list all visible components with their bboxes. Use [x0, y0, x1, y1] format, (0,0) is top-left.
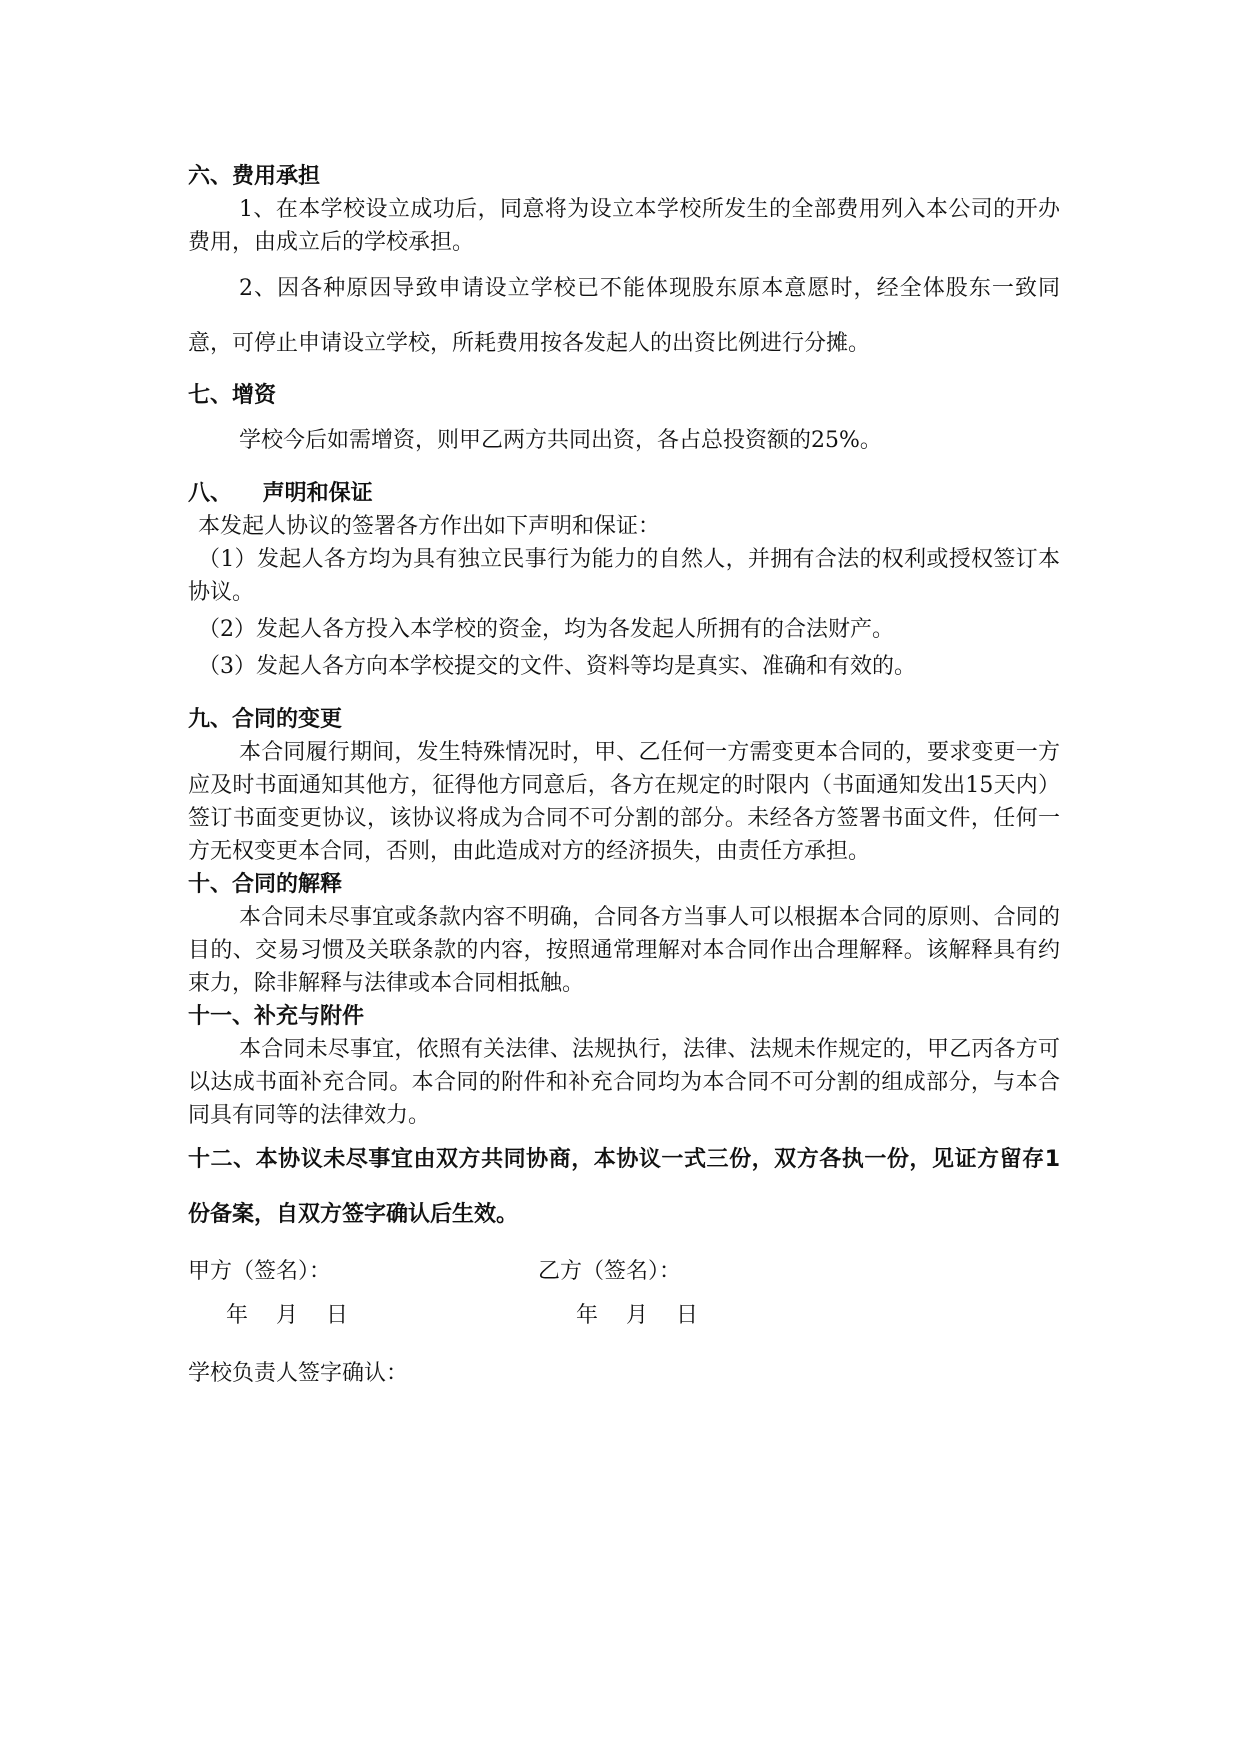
section-7-paragraph-1: 学校今后如需增资，则甲乙两方共同出资，各占总投资额的25%。: [239, 428, 882, 453]
section-6-paragraph-1: 1、在本学校设立成功后，同意将为设立本学校所发生的全部费用列入本公司的开办费用，由成立后的学校承担。: [188, 197, 1060, 255]
section-10-paragraph-1: 本合同未尽事宜或条款内容不明确，合同各方当事人可以根据本合同的原则、合同的目的、交易习惯及关联条款的内容，按照通常理解对本合同作出合理解释。该解释具有约束力，除非解释与法律或本合同相抵触。: [188, 905, 1060, 996]
section-8-item-3: （3）发起人各方向本学校提交的文件、资料等均是真实、准确和有效的。: [198, 654, 916, 679]
section-8-intro: 本发起人协议的签署各方作出如下声明和保证：: [198, 514, 661, 539]
section-8-item-2: （2）发起人各方投入本学校的资金，均为各发起人所拥有的合法财产。: [198, 617, 894, 642]
principal-confirmation-label: 学校负责人签字确认：: [188, 1361, 409, 1386]
section-9-paragraph-1: 本合同履行期间，发生特殊情况时，甲、乙任何一方需变更本合同的，要求变更一方应及时书面通知其他方，征得他方同意后，各方在规定的时限内（书面通知发出15天内）签订书面变更协议，该协议将成为合同不可分割的部分。未经各方签署书面文件，任何一方无权变更本合同，否则，由此造成对方的经济损失，由责任方承担。: [188, 740, 1060, 864]
section-8-title: 八、 声明和保证: [188, 481, 373, 506]
contract-page: [188, 160, 1060, 1396]
party-a-date: 年 月 日: [226, 1303, 348, 1328]
section-11-paragraph-1: 本合同未尽事宜，依照有关法律、法规执行，法律、法规未作规定的，甲乙丙各方可以达成书面补充合同。本合同的附件和补充合同均为本合同不可分割的组成部分，与本合同具有同等的法律效力。: [188, 1037, 1060, 1128]
section-9-title: 九、合同的变更: [188, 707, 343, 732]
section-6-paragraph-2: 2、因各种原因导致申请设立学校已不能体现股东原本意愿时，经全体股东一致同意，可停止申请设立学校，所耗费用按各发起人的出资比例进行分摊。: [188, 276, 1060, 356]
party-b-signature-label: 乙方（签名）：: [538, 1259, 682, 1284]
section-11-title: 十一、补充与附件: [188, 1004, 365, 1029]
section-6-title: 六、费用承担: [188, 164, 321, 189]
section-10-title: 十、合同的解释: [188, 872, 343, 897]
party-b-date: 年 月 日: [576, 1303, 698, 1328]
section-7-title: 七、增资: [188, 383, 277, 408]
party-a-signature-label: 甲方（签名）：: [188, 1259, 332, 1284]
section-12-statement: 十二、本协议未尽事宜由双方共同协商，本协议一式三份，双方各执一份，见证方留存1份备案，自双方签字确认后生效。: [188, 1147, 1060, 1227]
date-row: [188, 1294, 1060, 1338]
section-8-item-1: （1）发起人各方均为具有独立民事行为能力的自然人，并拥有合法的权利或授权签订本协议。: [188, 547, 1060, 605]
signature-row: [188, 1250, 1060, 1294]
